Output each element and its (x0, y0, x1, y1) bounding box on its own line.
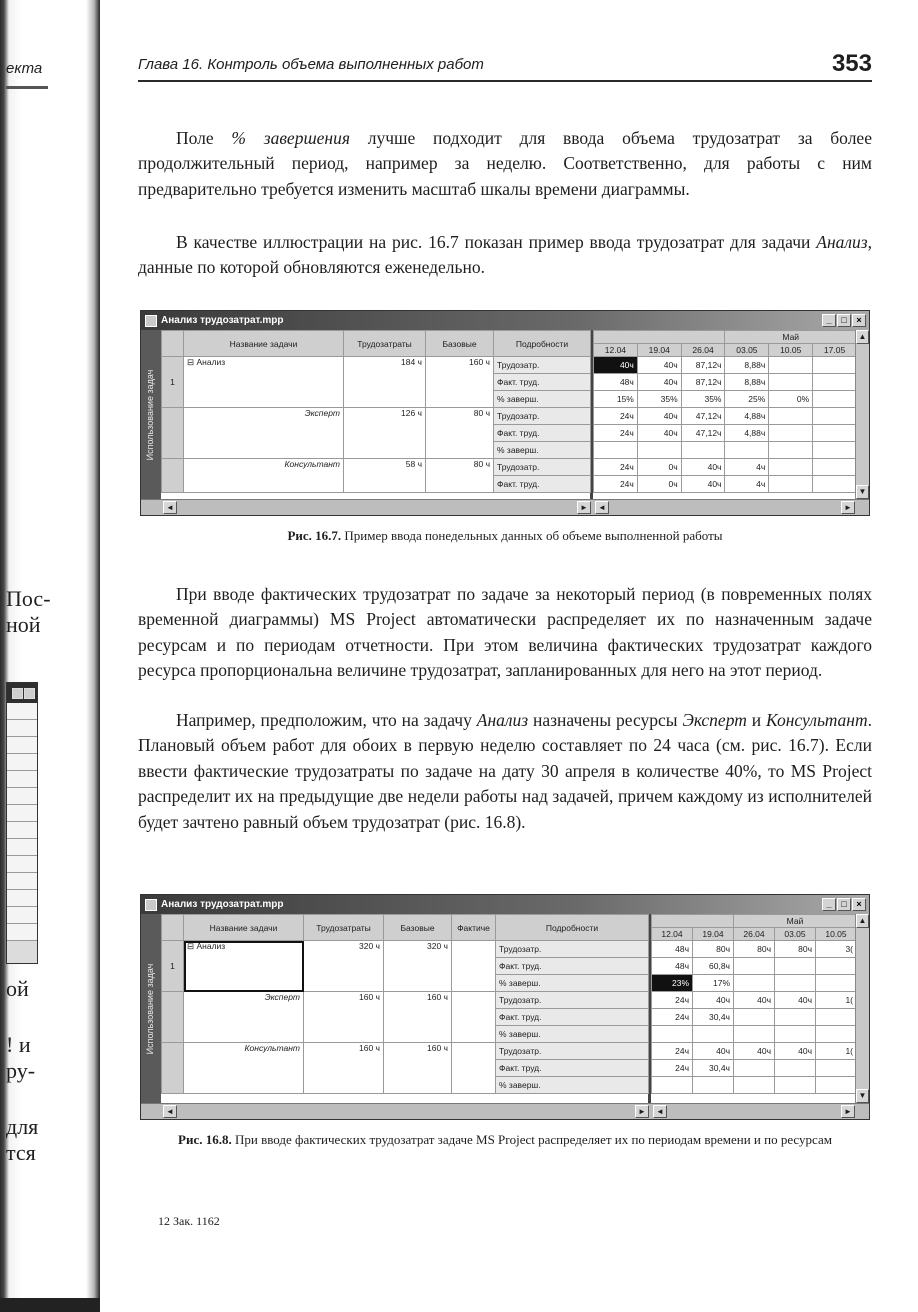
running-header (138, 50, 872, 82)
prev-page-fragment: ! и (6, 1032, 31, 1057)
scroll-up-icon[interactable]: ▲ (856, 914, 869, 928)
timephased-grid (651, 914, 855, 1103)
work-cell: 184 ч (344, 357, 426, 408)
date-header: 03.05 (775, 928, 816, 941)
detail-label: % заверш. (496, 1026, 649, 1043)
detail-label: Факт. труд. (494, 476, 591, 493)
task-name-cell: ⊟ Анализ (184, 941, 304, 992)
timephased-grid (593, 330, 855, 499)
table-row[interactable] (162, 1043, 649, 1060)
figure-caption: Рис. 16.7. Пример ввода понедельных данных об объеме выполненной работы (287, 528, 723, 543)
horizontal-scrollbar[interactable] (141, 1103, 869, 1119)
print-signature: 12 Зак. 1162 (158, 1214, 220, 1228)
detail-label: Факт. труд. (496, 1009, 649, 1026)
prev-page-fragment: ру- (6, 1058, 36, 1083)
task-sheet (161, 914, 651, 1103)
prev-page-fragment: для (6, 1114, 39, 1139)
prev-page-fragment: екта (6, 60, 43, 77)
column-header[interactable]: Трудозатраты (344, 331, 426, 357)
view-label: Использование задач (145, 963, 155, 1054)
detail-label: % заверш. (496, 975, 649, 992)
timephased-row[interactable] (652, 1026, 857, 1043)
scroll-up-icon[interactable]: ▲ (856, 330, 869, 344)
timephased-row[interactable]: 24ч 40ч 40ч 40ч 1( (652, 1043, 857, 1060)
task-name-cell: ⊟ Анализ (184, 357, 344, 408)
detail-label: % заверш. (496, 1077, 649, 1094)
date-header: 03.05 (725, 344, 769, 357)
baseline-cell: 160 ч (384, 1043, 452, 1094)
resource-name-cell: Консультант (184, 459, 344, 493)
timephased-row[interactable]: 24ч 0ч 40ч 4ч (594, 476, 857, 493)
detail-label: Трудозатр. (494, 408, 591, 425)
work-cell: 160 ч (304, 1043, 384, 1094)
prev-page-fragment: Пос- (6, 586, 51, 611)
date-header: 19.04 (693, 928, 734, 941)
actual-cell (452, 992, 496, 1043)
table-row[interactable]: 1 ⊟ Анализ 320 ч 320 ч Трудозатр. (162, 941, 649, 958)
page-number: 353 (831, 50, 872, 77)
timephased-cell: 40ч (594, 357, 638, 374)
work-cell: 160 ч (304, 992, 384, 1043)
timephased-row[interactable]: 48ч 40ч 87,12ч 8,88ч (594, 374, 857, 391)
baseline-cell: 80 ч (426, 408, 494, 459)
window-titlebar (141, 311, 869, 330)
paragraph: Например, предположим, что на задачу Анализ назначены ресурсы Эксперт и Консультант. Плановый объем работ для обоих в первую неделю составляет по 24 часа (см. рис. 16.7). Если ввести фактические трудозатраты по задаче на дату 30 апреля в количестве 40%, то MS Project распределит их на предыдущие две недели работы над задачей, причем каждому из исполнителей будет зачтено равный объем трудозатрат (рис. 16.8). (138, 710, 872, 832)
date-header: 12.04 (594, 344, 638, 357)
horizontal-scrollbar[interactable] (141, 499, 869, 515)
window-titlebar (141, 895, 869, 914)
scroll-left-icon[interactable]: ◄ (163, 1105, 177, 1118)
detail-label: Факт. труд. (494, 374, 591, 391)
baseline-cell: 320 ч (384, 941, 452, 992)
scroll-right-icon[interactable]: ► (635, 1105, 649, 1118)
date-header: 17.05 (813, 344, 857, 357)
month-header: Май (734, 915, 857, 928)
detail-label: Трудозатр. (494, 459, 591, 476)
work-cell: 58 ч (344, 459, 426, 493)
timephased-row[interactable]: 48ч 60,8ч (652, 958, 857, 975)
vertical-scrollbar[interactable] (855, 914, 869, 1103)
prev-page-rule (6, 86, 48, 89)
date-header: 26.04 (734, 928, 775, 941)
scroll-left-icon[interactable]: ◄ (163, 501, 177, 514)
ms-project-window-fig2 (140, 894, 870, 1120)
column-header[interactable]: Трудозатраты (304, 915, 384, 941)
window-title: Анализ трудозатрат.mpp (161, 315, 284, 326)
book-page (100, 0, 918, 1312)
timephased-row[interactable]: 24ч 30,4ч (652, 1009, 857, 1026)
detail-label: Факт. труд. (496, 958, 649, 975)
close-icon[interactable]: × (852, 898, 866, 911)
chapter-title: Глава 16. Контроль объема выполненных работ (138, 56, 484, 73)
field-name: % завершения (231, 128, 350, 148)
vertical-scrollbar[interactable] (855, 330, 869, 499)
timephased-row[interactable]: 24ч 40ч 47,12ч 4,88ч (594, 408, 857, 425)
timephased-row[interactable]: 40ч 40ч 87,12ч 8,88ч (594, 357, 857, 374)
prev-page-fragment: ной (6, 612, 41, 637)
actual-cell (452, 941, 496, 992)
date-header: 10.05 (769, 344, 813, 357)
detail-label: Трудозатр. (494, 357, 591, 374)
ms-project-window-fig1 (140, 310, 870, 516)
detail-label: Трудозатр. (496, 992, 649, 1009)
timephased-row[interactable] (594, 442, 857, 459)
scroll-down-icon[interactable]: ▼ (856, 1089, 869, 1103)
page-binding (0, 0, 100, 1312)
task-sheet (161, 330, 593, 499)
scroll-right-icon[interactable]: ► (841, 1105, 855, 1118)
table-row[interactable] (162, 992, 649, 1009)
resource-name-cell: Эксперт (184, 408, 344, 459)
work-cell: 320 ч (304, 941, 384, 992)
table-row[interactable] (162, 408, 591, 425)
detail-label: % заверш. (494, 442, 591, 459)
resource-name-cell: Эксперт (184, 992, 304, 1043)
view-bar[interactable] (141, 330, 161, 499)
timephased-cell: 23% (652, 975, 693, 992)
detail-label: Факт. труд. (494, 425, 591, 442)
view-bar[interactable] (141, 914, 161, 1103)
column-header[interactable]: Фактиче (452, 915, 496, 941)
column-header[interactable]: Подробности (494, 331, 591, 357)
timephased-row[interactable] (652, 1077, 857, 1094)
paragraph: В качестве иллюстрации на рис. 16.7 показан пример ввода трудозатрат для задачи Анализ, данные по которой обновляются еженедельно. (138, 232, 872, 278)
detail-label: Трудозатр. (496, 941, 649, 958)
minimize-icon[interactable]: _ (822, 898, 836, 911)
maximize-icon[interactable]: □ (837, 314, 851, 327)
detail-label: % заверш. (494, 391, 591, 408)
actual-cell (452, 1043, 496, 1094)
window-title: Анализ трудозатрат.mpp (161, 899, 284, 910)
scroll-left-icon[interactable]: ◄ (595, 501, 609, 514)
month-header: Май (725, 331, 857, 344)
app-icon (145, 899, 157, 911)
table-row[interactable]: 1 ⊟ Анализ 184 ч 160 ч Трудозатр. (162, 357, 591, 374)
close-icon[interactable]: × (852, 314, 866, 327)
timephased-row[interactable]: 24ч 40ч 47,12ч 4,88ч (594, 425, 857, 442)
date-header: 19.04 (637, 344, 681, 357)
resource-name-cell: Консультант (184, 1043, 304, 1094)
paragraph: Поле % завершения лучше подходит для ввода объема трудозатрат за более продолжительный период, например за неделю. Соответственно, для работы с ним предварительно требуется изменить масштаб шкалы времени диаграммы. (138, 128, 872, 199)
baseline-cell: 80 ч (426, 459, 494, 493)
minimize-icon[interactable]: _ (822, 314, 836, 327)
view-label: Использование задач (145, 369, 155, 460)
paragraph: При вводе фактических трудозатрат по задаче за некоторый период (в повременных полях временной диаграммы) MS Project автоматически распределяет их по назначенным задаче ресурсам и по периодам отчетности. При этом величина фактических трудозатрат каждого ресурса пропорциональна величине трудозатрат, запланированных для него на этот период. (138, 584, 872, 681)
timephased-row[interactable]: 24ч 0ч 40ч 4ч (594, 459, 857, 476)
date-header: 12.04 (652, 928, 693, 941)
prev-page-window-fragment (6, 682, 38, 964)
timephased-row[interactable]: 24ч 30,4ч (652, 1060, 857, 1077)
task-name-ref: Анализ (816, 232, 868, 252)
timephased-row[interactable]: 15% 35% 35% 25% 0% (594, 391, 857, 408)
figure-caption: Рис. 16.8. При вводе фактических трудозатрат задаче MS Project распределяет их по периодам времени и по ресурсам (178, 1132, 832, 1147)
timephased-row[interactable]: 24ч 40ч 40ч 40ч 1( (652, 992, 857, 1009)
column-header[interactable]: Базовые (384, 915, 452, 941)
detail-label: Факт. труд. (496, 1060, 649, 1077)
baseline-cell: 160 ч (426, 357, 494, 408)
column-header[interactable]: Подробности (496, 915, 649, 941)
scroll-down-icon[interactable]: ▼ (856, 485, 869, 499)
scroll-right-icon[interactable]: ► (577, 501, 591, 514)
column-header[interactable]: Базовые (426, 331, 494, 357)
work-cell: 126 ч (344, 408, 426, 459)
scroll-right-icon[interactable]: ► (841, 501, 855, 514)
timephased-row[interactable]: 48ч 80ч 80ч 80ч 3( (652, 941, 857, 958)
timephased-row[interactable]: 23% 17% (652, 975, 857, 992)
detail-label: Трудозатр. (496, 1043, 649, 1060)
scroll-left-icon[interactable]: ◄ (653, 1105, 667, 1118)
baseline-cell: 160 ч (384, 992, 452, 1043)
prev-page-fragment: ой (6, 976, 29, 1001)
date-header: 26.04 (681, 344, 725, 357)
column-header[interactable]: Название задачи (184, 331, 344, 357)
app-icon (145, 315, 157, 327)
prev-page-fragment: тся (6, 1140, 36, 1165)
maximize-icon[interactable]: □ (837, 898, 851, 911)
table-row[interactable] (162, 459, 591, 476)
column-header[interactable]: Название задачи (184, 915, 304, 941)
date-header: 10.05 (816, 928, 857, 941)
